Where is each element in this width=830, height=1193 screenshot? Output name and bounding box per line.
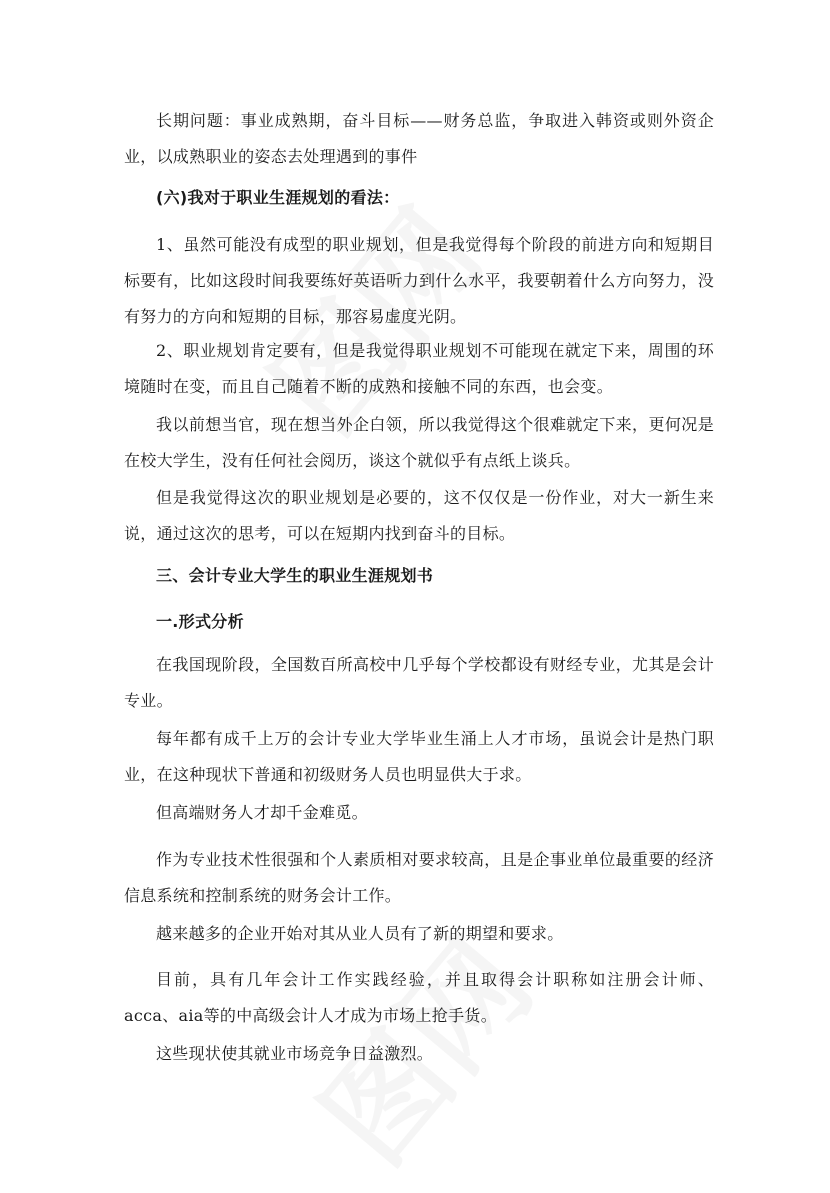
paragraph-graduates-market: 每年都有成千上万的会计专业大学毕业生涌上人才市场，虽说会计是热门职业，在这种现状下普通和初级财务人员也明显供大于求。: [124, 729, 714, 784]
subsection-heading-situation-analysis: 一.形式分析: [156, 612, 244, 631]
paragraph-point-1: 1、虽然可能没有成型的职业规划，但是我觉得每个阶段的前进方向和短期目标要有，比如这段时间我要练好英语听力到什么水平，我要朝着什么方向努力，没有努力的方向和短期的目标，那容易虚度光阴。: [124, 235, 714, 326]
paragraph-professional-nature: 作为专业技术性很强和个人素质相对要求较高，且是企事业单位最重要的经济信息系统和控制系统的财务会计工作。: [124, 850, 714, 905]
paragraph-point-2: 2、职业规划肯定要有，但是我觉得职业规划不可能现在就定下来，周围的环境随时在变，而且自己随着不断的成熟和接触不同的东西，也会变。: [124, 341, 714, 396]
paragraph-current-stage: 在我国现阶段，全国数百所高校中几乎每个学校都设有财经专业，尤其是会计专业。: [124, 655, 714, 710]
paragraph-high-end-talent: 但高端财务人才却千金难觅。: [156, 803, 368, 822]
paragraph-competition: 这些现状使其就业市场竞争日益激烈。: [156, 1044, 434, 1063]
paragraph-plan-necessary: 但是我觉得这次的职业规划是必要的，这不仅仅是一份作业，对大一新生来说，通过这次的思考，可以在短期内找到奋斗的目标。: [124, 488, 714, 543]
paragraph-long-term-issue: 长期问题：事业成熟期，奋斗目标——财务总监，争取进入韩资或则外资企业，以成熟职业的姿态去处理遇到的事件: [124, 111, 714, 166]
document-page: [124, 0, 714, 1174]
paragraph-past-ambition: 我以前想当官，现在想当外企白领，所以我觉得这个很难就定下来，更何况是在校大学生，没有任何社会阅历，谈这个就似乎有点纸上谈兵。: [124, 415, 714, 470]
section-heading-accounting-plan: 三、会计专业大学生的职业生涯规划书: [156, 566, 434, 585]
section-heading-career-view: (六)我对于职业生涯规划的看法：: [156, 188, 400, 207]
paragraph-certified-talent: 目前，具有几年会计工作实践经验，并且取得会计职称如注册会计师、acca、aia等的中高级会计人才成为市场上抢手货。: [124, 970, 714, 1025]
paragraph-new-expectations: 越来越多的企业开始对其从业人员有了新的期望和要求。: [156, 924, 564, 943]
